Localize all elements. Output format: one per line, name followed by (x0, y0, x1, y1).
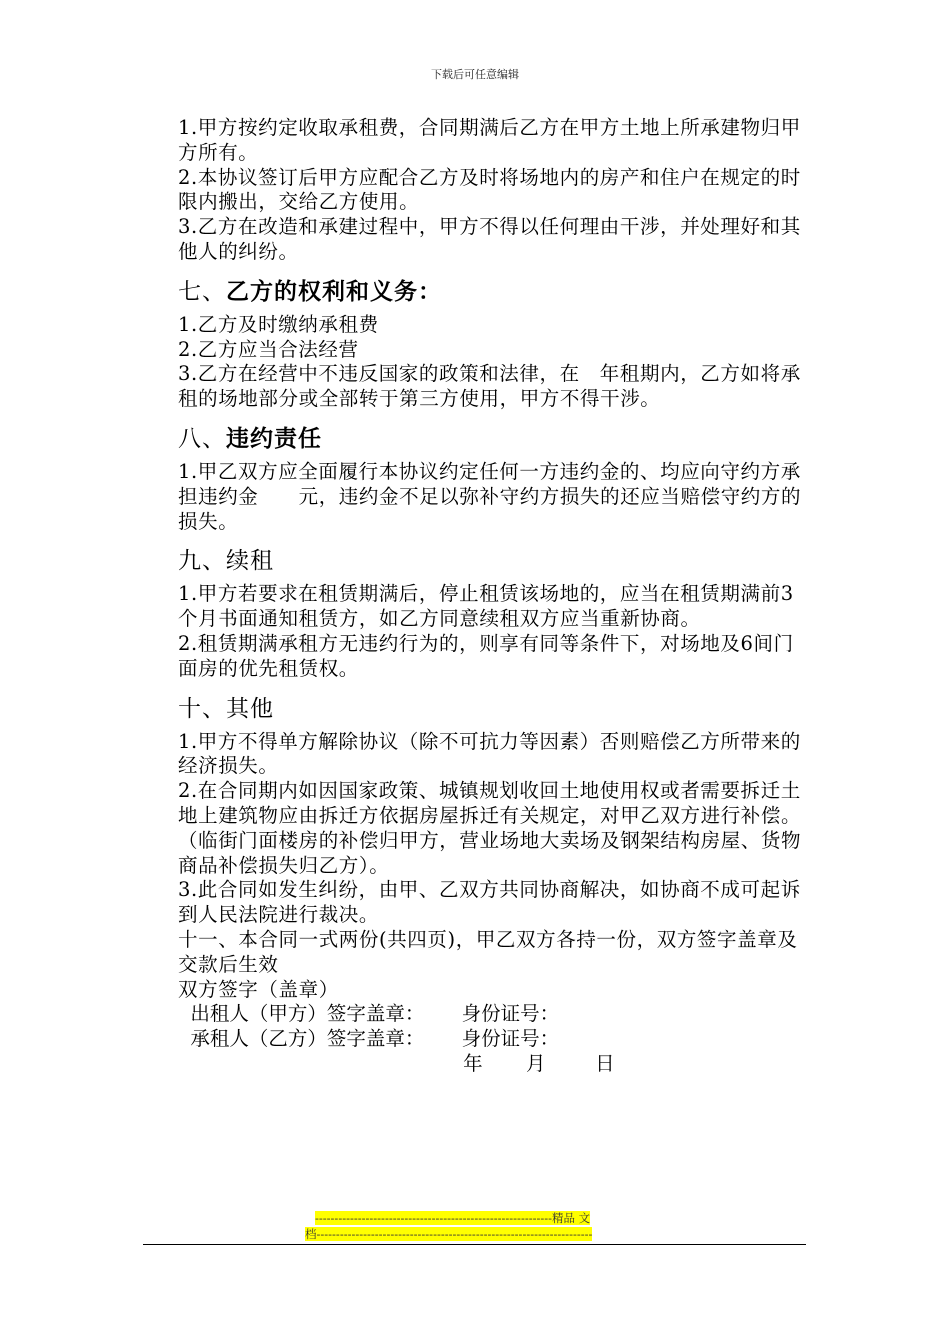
signature-both: 双方签字（盖章） (178, 977, 339, 1001)
clause-7-3: 3.乙方在经营中不违反国家的政策和法律，在 年租期内，乙方如将承租的场地部分或全部转于第三方使用，甲方不得干涉。 (178, 362, 801, 411)
header-note: 下载后可任意编辑 (431, 68, 519, 81)
clause-10-1: 1.甲方不得单方解除协议（除不可抗力等因素）否则赔偿乙方所带来的经济损失。 (178, 729, 801, 778)
contract-body (178, 116, 810, 1077)
signature-lessor: 出租人（甲方）签字盖章： 身份证号： (178, 1002, 560, 1026)
clause-6-2: 2.本协议签订后甲方应配合乙方及时将场地内的房产和住户在规定的时限内搬出，交给乙方使用。 (178, 165, 801, 214)
clause-10-2: 2.在合同期内如因国家政策、城镇规划收回土地使用权或者需要拆迁土地上建筑物应由拆迁方依据房屋拆迁有关规定，对甲乙双方进行补偿。（临街门面楼房的补偿归甲方，营业场地大卖场及钢架结构房屋、货物商品补偿损失归乙方）。 (178, 779, 802, 877)
section-10-heading: 十、其他 (178, 695, 274, 722)
section-7-items (178, 313, 810, 412)
section-7-number: 七、 (178, 278, 226, 305)
signature-lessee: 承租人（乙方）签字盖章： 身份证号： (178, 1027, 560, 1051)
section-7-heading (178, 277, 810, 307)
section-8-items (178, 460, 810, 534)
footer-divider (143, 1244, 806, 1245)
footer-line-2: 档----------------------------------------------------------------------- (305, 1227, 593, 1241)
signature-block (178, 978, 810, 1077)
clause-11: 十一、本合同一式两份(共四页)，甲乙双方各持一份，双方签字盖章及交款后生效 (178, 927, 798, 976)
clause-9-2: 2.租赁期满承租方无违约行为的，则享有同等条件下，对场地及6间门面房的优先租赁权。 (178, 631, 794, 680)
section-8-number: 八、 (178, 425, 226, 452)
section-7-title: 乙方的权利和义务： (226, 277, 442, 305)
section-8-title: 违约责任 (226, 424, 322, 452)
clause-7-2: 2.乙方应当合法经营 (178, 337, 359, 361)
clause-7-1: 1.乙方及时缴纳承租费 (178, 312, 379, 336)
clause-8-1: 1.甲乙双方应全面履行本协议约定任何一方违约金的、均应向守约方承担违约金 元，违约金不足以弥补守约方损失的还应当赔偿守约方的损失。 (178, 459, 802, 533)
section-9-items (178, 582, 810, 681)
footer-banner (305, 1210, 650, 1242)
signature-date: 年 月 日 (178, 1051, 615, 1075)
clause-10-3: 3.此合同如发生纠纷，由甲、乙双方共同协商解决，如协商不成可起诉到人民法院进行裁决。 (178, 878, 801, 927)
clause-9-1: 1.甲方若要求在租赁期满后，停止租赁该场地的，应当在租赁期满前3个月书面通知租赁方，如乙方同意续租双方应当重新协商。 (178, 582, 794, 631)
section-6-items (178, 116, 810, 265)
section-9-heading: 九、续租 (178, 548, 274, 575)
clause-6-1: 1.甲方按约定收取承租费，合同期满后乙方在甲方土地上所承建物归甲方所有。 (178, 116, 801, 164)
section-10-items (178, 730, 810, 978)
clause-6-3: 3.乙方在改造和承建过程中，甲方不得以任何理由干涉，并处理好和其他人的纠纷。 (178, 215, 801, 263)
section-8-heading (178, 424, 810, 454)
footer-line-1: -------------------------------------------------------------精品 文 (315, 1211, 591, 1225)
